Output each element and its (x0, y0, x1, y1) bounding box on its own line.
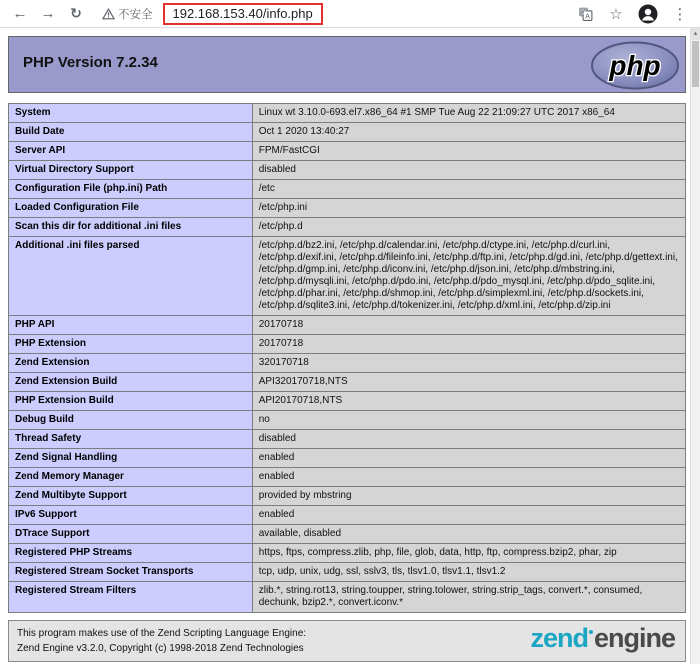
zend-credit-line1: This program makes use of the Zend Scripting Language Engine: (17, 628, 307, 639)
reload-icon[interactable]: ↻ (70, 5, 82, 21)
info-row-value: /etc (252, 180, 685, 199)
zend-engine-logo (530, 623, 675, 654)
info-row (9, 487, 686, 506)
phpinfo-table (8, 103, 686, 613)
zend-logo-word: zend (530, 623, 588, 653)
info-row (9, 430, 686, 449)
php-version-header (8, 36, 686, 93)
info-row-label: Registered Stream Filters (9, 582, 253, 613)
translate-icon[interactable] (577, 6, 594, 22)
info-row-value: /etc/php.d/bz2.ini, /etc/php.d/calendar.ini, /etc/php.d/ctype.ini, /etc/php.d/curl.ini, /etc/php.d/exif.ini, /etc/php.d/fileinfo.ini, /etc/php.d/ftp.ini, /etc/php.d/gd.ini, /etc/php.d/gettext.ini, /etc/php.d/gmp.ini, /etc/php.d/iconv.ini, /etc/php.d/json.ini, /etc/php.d/mbstring.ini, /etc/php.d/mysqli.ini, /etc/php.d/pdo.ini, /etc/php.d/pdo_mysql.ini, /etc/php.d/pdo_sqlite.ini, /etc/php.d/phar.ini, /etc/php.d/shmop.ini, /etc/php.d/simplexml.ini, /etc/php.d/sockets.ini, /etc/php.d/sqlite3.ini, /etc/php.d/tokenizer.ini, /etc/php.d/xml.ini, /etc/php.d/zip.ini (252, 237, 685, 316)
info-row-value: no (252, 411, 685, 430)
address-bar[interactable]: 192.168.153.40/info.php (163, 3, 323, 25)
info-row-label: PHP API (9, 316, 253, 335)
info-row-label: Zend Memory Manager (9, 468, 253, 487)
info-row-value: 320170718 (252, 354, 685, 373)
info-row-label: System (9, 104, 253, 123)
profile-avatar[interactable] (638, 4, 658, 24)
scroll-thumb[interactable] (692, 41, 699, 87)
info-row (9, 582, 686, 613)
chrome-menu-icon[interactable]: ⋮ (672, 5, 688, 23)
info-row-value: enabled (252, 468, 685, 487)
zend-credit-line2: Zend Engine v3.2.0, Copyright (c) 1998-2018 Zend Technologies (17, 643, 304, 654)
info-row-label: Registered PHP Streams (9, 544, 253, 563)
info-row (9, 180, 686, 199)
info-row-value: FPM/FastCGI (252, 142, 685, 161)
info-row-value: enabled (252, 449, 685, 468)
info-row-label: Debug Build (9, 411, 253, 430)
info-row (9, 104, 686, 123)
page-title: PHP Version 7.2.34 (23, 54, 158, 71)
info-row (9, 123, 686, 142)
info-row-label: Thread Safety (9, 430, 253, 449)
security-label: 不安全 (118, 8, 153, 21)
forward-icon[interactable]: → (40, 5, 56, 22)
info-row (9, 468, 686, 487)
info-row-label: Zend Extension (9, 354, 253, 373)
info-row-label: Zend Signal Handling (9, 449, 253, 468)
info-row-value: tcp, udp, unix, udg, ssl, sslv3, tls, tlsv1.0, tlsv1.1, tlsv1.2 (252, 563, 685, 582)
scroll-up-button[interactable]: ▲ (691, 28, 700, 40)
info-row-label: DTrace Support (9, 525, 253, 544)
info-row-value: Oct 1 2020 13:40:27 (252, 123, 685, 142)
info-row (9, 506, 686, 525)
info-row (9, 373, 686, 392)
info-row-label: Scan this dir for additional .ini files (9, 218, 253, 237)
info-row (9, 142, 686, 161)
info-row-value: 20170718 (252, 335, 685, 354)
info-row-label: PHP Extension (9, 335, 253, 354)
info-row-value: API320170718,NTS (252, 373, 685, 392)
info-row (9, 335, 686, 354)
info-row (9, 316, 686, 335)
info-row-value: /etc/php.d (252, 218, 685, 237)
info-row-label: Additional .ini files parsed (9, 237, 253, 316)
info-row-label: Registered Stream Socket Transports (9, 563, 253, 582)
info-row (9, 525, 686, 544)
info-row-label: Server API (9, 142, 253, 161)
info-row-value: disabled (252, 161, 685, 180)
info-row (9, 354, 686, 373)
engine-logo-word: engine (593, 623, 675, 653)
info-row-label: Build Date (9, 123, 253, 142)
svg-text:php: php (609, 50, 661, 81)
info-row-label: IPv6 Support (9, 506, 253, 525)
info-row-value: provided by mbstring (252, 487, 685, 506)
info-row-label: PHP Extension Build (9, 392, 253, 411)
info-row-value: Linux wt 3.10.0-693.el7.x86_64 #1 SMP Tue Aug 22 21:09:27 UTC 2017 x86_64 (252, 104, 685, 123)
info-row-label: Configuration File (php.ini) Path (9, 180, 253, 199)
site-security-indicator[interactable] (102, 6, 153, 22)
back-icon[interactable]: ← (12, 5, 28, 22)
info-row-value: available, disabled (252, 525, 685, 544)
info-row-value: 20170718 (252, 316, 685, 335)
info-table-body (9, 104, 686, 613)
info-row-value: API20170718,NTS (252, 392, 685, 411)
toolbar-right-group (577, 2, 692, 26)
info-row (9, 161, 686, 180)
svg-text:A: A (585, 10, 590, 20)
info-row-value: zlib.*, string.rot13, string.toupper, string.tolower, string.strip_tags, convert.*, consumed, dechunk, bzip2.*, convert.iconv.* (252, 582, 685, 613)
phpinfo-page (8, 36, 686, 664)
bookmark-star-icon[interactable]: ☆ (609, 5, 623, 23)
browser-toolbar (0, 0, 700, 28)
info-row-value: /etc/php.ini (252, 199, 685, 218)
info-row (9, 411, 686, 430)
scrollbar[interactable] (690, 28, 700, 664)
info-row-label: Virtual Directory Support (9, 161, 253, 180)
info-row (9, 449, 686, 468)
zend-trademark-dot (589, 630, 593, 634)
info-row (9, 199, 686, 218)
info-row (9, 392, 686, 411)
info-row-label: Loaded Configuration File (9, 199, 253, 218)
info-row-label: Zend Multibyte Support (9, 487, 253, 506)
warning-triangle-icon (102, 8, 115, 20)
zend-footer (8, 620, 686, 662)
svg-text:文: 文 (580, 8, 587, 16)
php-logo (590, 41, 680, 90)
info-row-value: https, ftps, compress.zlib, php, file, glob, data, http, ftp, compress.bzip2, phar, zip (252, 544, 685, 563)
info-row (9, 218, 686, 237)
info-row (9, 563, 686, 582)
info-row-value: disabled (252, 430, 685, 449)
info-row (9, 237, 686, 316)
info-row (9, 544, 686, 563)
info-row-value: enabled (252, 506, 685, 525)
info-row-label: Zend Extension Build (9, 373, 253, 392)
